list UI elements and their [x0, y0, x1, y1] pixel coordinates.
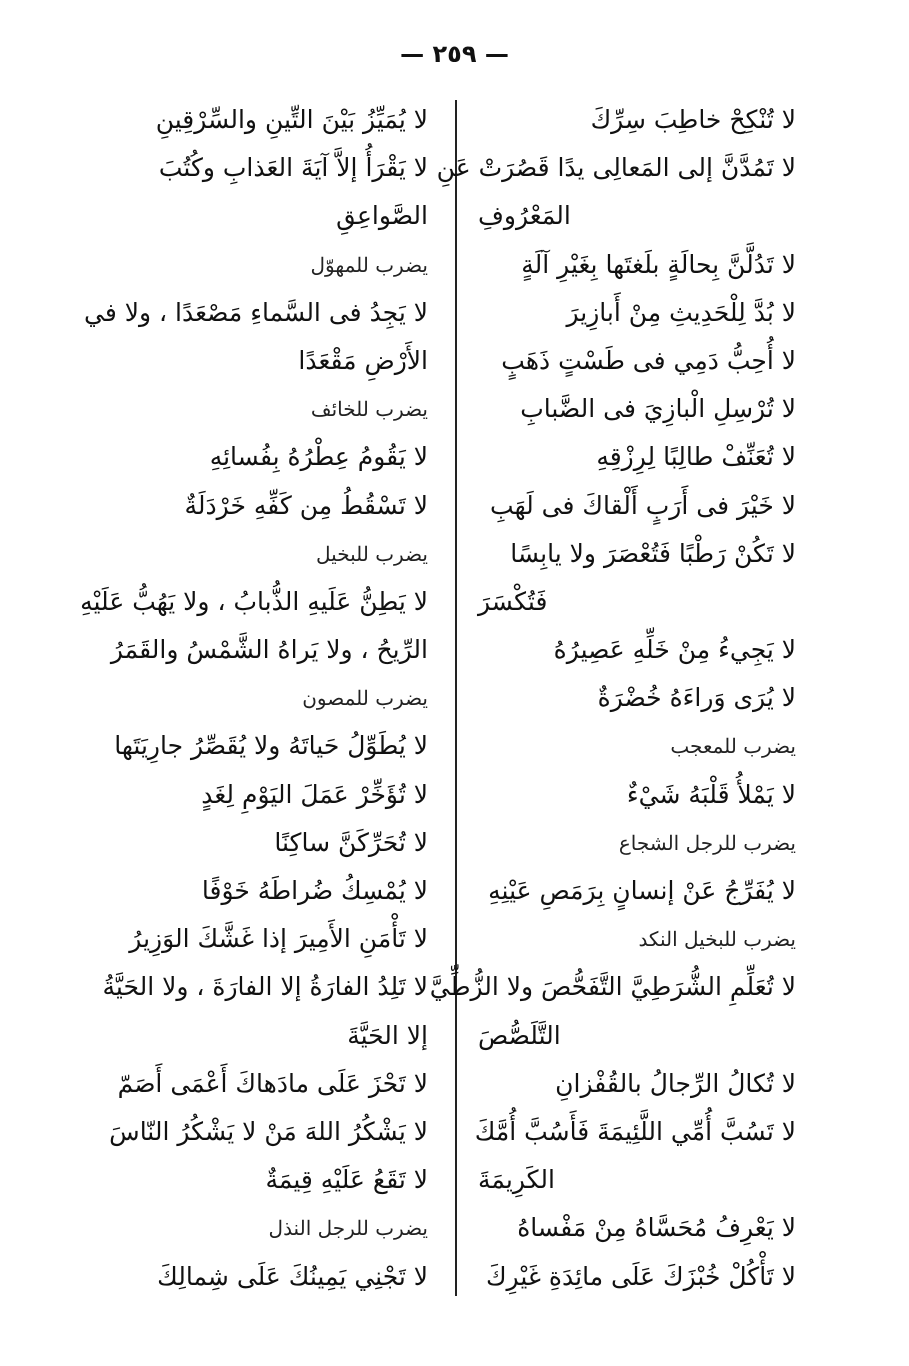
proverb-line: لا تَقَعُ عَلَيْهِ قِيمَةٌ [265, 1165, 428, 1195]
proverb-line: لا تَجْنِي يَمِينُكَ عَلَى شِمالِكَ [157, 1261, 428, 1291]
left-column [60, 96, 428, 1301]
proverb-line: لا تَلِدُ الفارَةُ إلا الفارَةَ ، ولا الحَيَّةُ [102, 972, 428, 1002]
usage-note: يضرب للمهوّل [310, 252, 428, 277]
proverb-continuation: الكَرِيمَةَ [478, 1165, 555, 1195]
right-column [429, 96, 796, 1301]
usage-note: يضرب للمعجب [670, 734, 796, 759]
proverb-line: لا يُمْسِكُ ضُراطَهُ خَوْفًا [201, 876, 428, 905]
usage-note: يضرب للبخيل النكد [638, 927, 796, 952]
proverb-continuation: الأَرْضِ مَقْعَدًا [298, 345, 428, 375]
proverb-line: لا تَمُدَّنَّ إلى المَعالِى يدًا قَصُرَتْ عَنِ [436, 153, 796, 183]
proverb-continuation: الصَّواعِقِ [336, 201, 428, 231]
proverb-line: لا يُطَوِّلُ حَياتَهُ ولا يُقَصِّرُ جارِيَتَها [114, 731, 428, 761]
proverb-line: لا يُفَرِّجُ عَنْ إنسانٍ بِرَمَصِ عَيْنِهِ [488, 876, 796, 905]
column-divider [455, 100, 457, 1296]
usage-note: يضرب للبخيل [316, 541, 428, 566]
proverb-line: لا يَجِيءُ مِنْ خَلِّهِ عَصِيرُهُ [553, 635, 796, 665]
proverb-line: لا تُعَلِّمِ الشُّرَطِيَّ التَّفَحُّصَ ولا الزُّطِّيَّ [429, 972, 796, 1002]
proverb-line: لا يَقُومُ عِطْرُهُ بِفُسائِهِ [209, 442, 428, 472]
page-number: — ٢٥٩ — [400, 40, 509, 68]
proverb-line: لا يَطِنُّ عَلَيهِ الذُّبابُ ، ولا يَهُبُّ عَلَيْهِ [80, 586, 428, 616]
proverb-line: لا يُرَى وَراءَهُ خُضْرَةٌ [597, 683, 796, 713]
proverb-continuation: إلا الحَيَّةَ [347, 1020, 428, 1050]
usage-note: يضرب للمصون [302, 686, 428, 711]
usage-note: يضرب للرجل الشجاع [618, 830, 796, 855]
proverb-line: لا يَقْرَأُ إلاَّ آيَةَ العَذابِ وكُتُبَ [158, 153, 428, 183]
proverb-line: لا تَأْكُلْ خُبْزَكَ عَلَى مائِدَةِ غَيْرِكَ [485, 1261, 796, 1291]
proverb-line: لا خَيْرَ فى أَرَبٍ أَلْقاكَ فى لَهَبِ [490, 490, 796, 520]
proverb-line: لا تُؤَخِّرْ عَمَلَ اليَوْمِ لِغَدٍ [201, 779, 428, 809]
proverb-line: لا تُكالُ الرِّجالُ بالقُفْزانِ [555, 1068, 796, 1098]
proverb-line: لا تَسْقُطُ مِن كَفِّهِ خَرْدَلَةٌ [184, 490, 428, 520]
proverb-continuation: التَّلَصُّصَ [478, 1020, 561, 1050]
proverb-line: لا تَسُبَّ أُمِّي اللَّئِيمَةَ فَأَسُبَّ أُمَّكَ [474, 1116, 796, 1146]
proverb-line: لا يَعْرِفُ مُحَسَّاهُ مِنْ مَفْساهُ [517, 1213, 796, 1243]
proverb-line: لا بُدَّ لِلْحَدِيثِ مِنْ أَبازِيرَ [566, 297, 796, 327]
proverb-line: لا يَمْلأُ قَلْبَهُ شَيْءٌ [626, 779, 796, 809]
proverb-line: لا تَأْمَنِ الأَمِيرَ إذا غَشَّكَ الوَزِيرُ [129, 924, 428, 954]
proverb-line: لا تُرْسِلِ الْبازِيَ فى الضَّبابِ [520, 394, 796, 424]
proverb-line: لا يَجِدُ فى السَّماءِ مَصْعَدًا ، ولا في [84, 297, 428, 327]
proverb-continuation: المَعْرُوفِ [478, 201, 571, 231]
proverb-continuation: الرِّيحُ ، ولا يَراهُ الشَّمْسُ والقَمَرُ [110, 635, 428, 665]
proverb-continuation: فَتُكْسَرَ [478, 586, 548, 616]
proverb-line: لا تُنْكِحْ خاطِبَ سِرِّكَ [590, 105, 796, 134]
proverb-line: لا تَكُنْ رَطْبًا فَتُعْصَرَ ولا يابِسًا [510, 538, 796, 568]
proverb-line: لا تُعَنِّفْ طالِبًا لِرِزْقِهِ [596, 442, 796, 472]
proverb-line: لا يُمَيِّزُ بَيْنَ التِّينِ والسِّرْقِينِ [155, 105, 428, 134]
usage-note: يضرب للخائف [310, 397, 428, 422]
usage-note: يضرب للرجل النذل [268, 1216, 428, 1241]
proverb-line: لا يَشْكُرُ اللهَ مَنْ لا يَشْكُرُ النّاسَ [109, 1116, 428, 1146]
proverb-line: لا تُحَرِّكَنَّ ساكِنًا [274, 827, 428, 857]
proverb-line: لا تَدُلَّنَّ بِحالَةٍ بلَغتَها بِغَيْرِ آلَةٍ [521, 249, 796, 279]
proverb-line: لا تَحْزَ عَلَى مادَهاكَ أَعْمَى أَصَمّ [117, 1068, 428, 1098]
proverb-line: لا أُحِبُّ دَمِي فى طَسْتٍ ذَهَبٍ [501, 345, 796, 375]
